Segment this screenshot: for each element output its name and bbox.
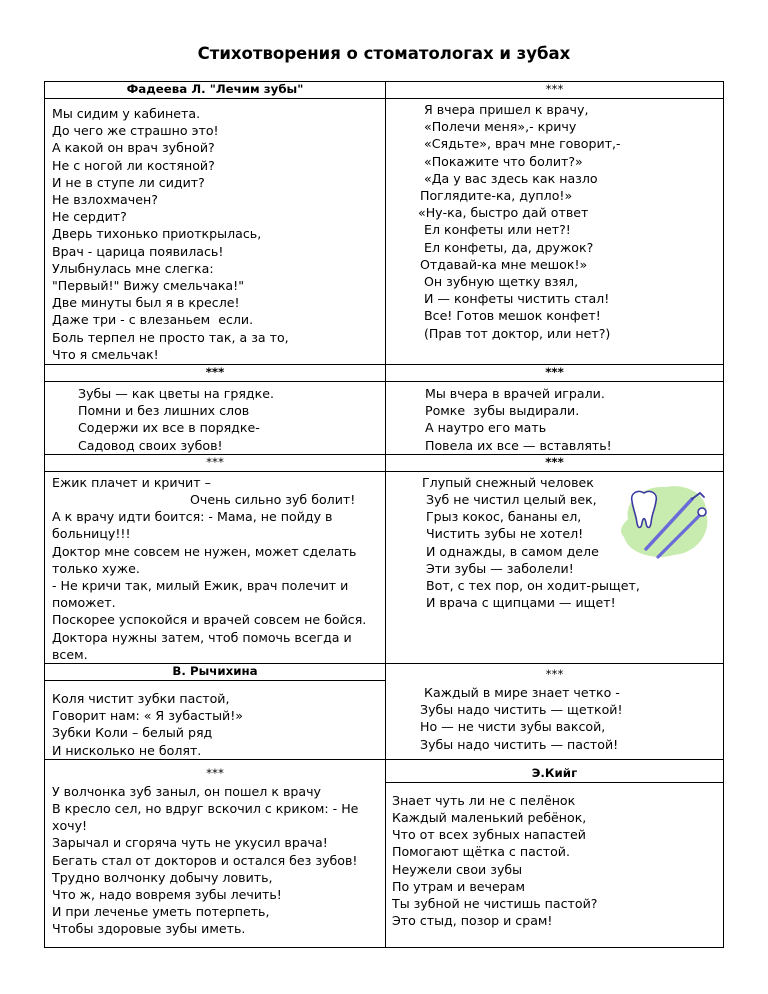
poem-line: Не взлохмачен? xyxy=(52,192,158,208)
poem-line: Помни и без лишних слов xyxy=(78,403,250,419)
poem-line: Доктора нужны затем, чтоб помочь всегда и всем. xyxy=(52,629,352,662)
cell-teeth-garden xyxy=(45,365,386,455)
poem-line: Две минуты был я в кресле! xyxy=(52,295,240,311)
poem-header-fadeeva: Фадеева Л. "Лечим зубы" xyxy=(45,82,385,99)
poem-line: Эти зубы — заболели! xyxy=(426,560,574,576)
poem-line: А наутро его мать xyxy=(425,420,547,436)
poem-line: Коля чистит зубки пастой, xyxy=(52,691,230,707)
poem-header-stars: *** xyxy=(386,82,723,99)
poem-body-hedgehog xyxy=(45,472,385,663)
table-row xyxy=(45,365,724,455)
poem-body-paste xyxy=(386,683,723,753)
poem-line: «Ну-ка, быстро дай ответ xyxy=(418,205,589,221)
cell-paste xyxy=(386,664,724,760)
poem-line: Боль терпел не просто так, а за то, xyxy=(52,329,289,345)
poem-line: Отдавай-ка мне мешок!» xyxy=(420,256,588,272)
cell-kiig xyxy=(386,759,724,947)
poems-table xyxy=(44,81,724,948)
poem-line: Содержи их все в порядке- xyxy=(78,420,260,436)
poem-line: В кресло сел, но вдруг вскочил с криком: - Не хочу! xyxy=(52,801,359,834)
poem-line: Я вчера пришел к врачу, xyxy=(424,102,589,117)
poem-line: Трудно волчонку добычу ловить, xyxy=(52,869,273,885)
poem-line: Даже три - с влезаньем если. xyxy=(52,312,254,328)
poem-line: «Да у вас здесь как назло xyxy=(424,170,598,186)
poem-header-stars: *** xyxy=(545,667,564,682)
poem-header-kiig: Э.Кийг xyxy=(386,760,723,783)
poem-line: Но — не чисти зубы ваксой, xyxy=(420,719,606,735)
poem-line: Все! Готов мешок конфет! xyxy=(424,308,601,324)
poem-body-doctors-game xyxy=(386,382,723,454)
poem-line: Помогают щётка с пастой. xyxy=(392,844,570,860)
poem-line: Говорит нам: « Я зубастый!» xyxy=(52,708,243,724)
table-row xyxy=(45,454,724,663)
poem-line: «Сядьте», врач мне говорит,- xyxy=(424,136,621,152)
poem-line: Он зубную щетку взял, xyxy=(424,274,579,290)
poem-line: И нисколько не болят. xyxy=(52,742,202,758)
poem-line: «Полечи меня»,- кричу xyxy=(424,119,577,135)
poem-line: И не в ступе ли сидит? xyxy=(52,174,205,190)
poem-line: Повела их все — вставлять! xyxy=(425,437,612,453)
cell-doctor-candy xyxy=(386,82,724,365)
poem-line: Не с ногой ли костяной? xyxy=(52,157,215,173)
poem-line: Улыбнулась мне слегка: xyxy=(52,260,214,276)
poem-body-kiig xyxy=(386,783,723,930)
poem-line: Мы вчера в врачей играли. xyxy=(425,386,605,401)
poem-line: Очень сильно зуб болит! xyxy=(190,492,356,508)
poem-line: Доктор мне совсем не нужен, может сделать только хуже. xyxy=(52,543,357,576)
poem-header-stars: *** xyxy=(45,455,385,472)
poem-line: И — конфеты чистить стал! xyxy=(424,291,610,307)
poem-line: И однажды, в самом деле xyxy=(426,543,599,559)
poem-line: Каждый в мире знает четко - xyxy=(424,685,620,701)
poem-line: Мы сидим у кабинета. xyxy=(52,106,201,121)
poem-line: Поглядите-ка, дупло!» xyxy=(420,188,573,204)
table-row xyxy=(45,664,724,760)
poem-line: Ты зубной не чистишь пастой? xyxy=(392,896,598,912)
cell-snowman xyxy=(386,454,724,663)
poem-line: До чего же страшно это! xyxy=(52,123,219,139)
poem-line: Это стыд, позор и срам! xyxy=(392,913,553,929)
poem-line: И при леченье уметь потерпеть, xyxy=(52,904,270,920)
poem-line: Что от всех зубных напастей xyxy=(392,827,586,843)
poem-line: Поскорее успокойся и врачей совсем не бойся. xyxy=(52,612,367,628)
poem-line: "Первый!" Вижу смельчака!" xyxy=(52,278,244,294)
poem-line: Глупый снежный человек xyxy=(422,474,594,490)
tooth-and-dental-tools-icon xyxy=(614,479,714,563)
poem-line: Зуб не чистил целый век, xyxy=(426,492,597,508)
poem-line: Ромке зубы выдирали. xyxy=(425,403,580,419)
poem-line: Врач - царица появилась! xyxy=(52,243,224,259)
poem-line: Чистить зубы не хотел! xyxy=(426,526,584,542)
table-row xyxy=(45,759,724,947)
poem-line: Бегать стал от докторов и остался без зубов! xyxy=(52,852,358,868)
poem-line: По утрам и вечерам xyxy=(392,878,525,894)
poem-line: Ежик плачет и кричит – xyxy=(52,474,211,490)
poem-line: А к врачу идти боится: - Мама, не пойду в больницу!!! xyxy=(52,509,333,542)
poem-header-stars: *** xyxy=(206,765,224,780)
poem-line: Садовод своих зубов! xyxy=(78,437,223,453)
poem-line: Не сердит? xyxy=(52,209,127,225)
poem-line: У волчонка зуб заныл, он пошел к врачу xyxy=(52,783,321,799)
poem-line: Ел конфеты, да, дружок? xyxy=(424,239,594,255)
poem-line: Неужели свои зубы xyxy=(392,861,523,877)
poem-line: А какой он врач зубной? xyxy=(52,140,215,156)
poem-header-stars: *** xyxy=(386,455,723,472)
poem-line: И врача с щипцами — ищет! xyxy=(426,595,616,611)
poem-line: Зубы надо чистить — щеткой! xyxy=(420,702,623,718)
poem-line: Вот, с тех пор, он ходит-рыщет, xyxy=(426,578,640,594)
poem-line: - Не кричи так, милый Ежик, врач полечит и поможет. xyxy=(52,578,349,611)
poem-line: (Прав тот доктор, или нет?) xyxy=(424,325,611,341)
poem-header-stars: *** xyxy=(386,365,723,382)
poem-line: Что я смельчак! xyxy=(52,346,159,362)
poem-line: Грыз кокос, бананы ел, xyxy=(426,509,582,525)
page-title: Стихотворения о стоматологах и зубах xyxy=(197,44,571,63)
poem-header-rychikhina: В. Рычихина xyxy=(45,664,385,681)
poem-body-teeth-garden xyxy=(45,382,385,454)
table-row xyxy=(45,82,724,365)
poem-line: Зарычал и сгоряча чуть не укусил врача! xyxy=(52,835,328,851)
cell-wolf-cub xyxy=(45,759,386,947)
poem-line: Каждый маленький ребёнок, xyxy=(392,810,587,826)
poem-body-rychikhina xyxy=(45,681,385,759)
poem-body-fadeeva xyxy=(45,99,385,363)
poem-body-doctor-candy xyxy=(386,99,723,342)
cell-hedgehog xyxy=(45,454,386,663)
poem-line: Зубы — как цветы на грядке. xyxy=(78,386,275,401)
poem-line: Зубы надо чистить — пастой! xyxy=(420,736,619,752)
poem-line: Ел конфеты или нет?! xyxy=(424,222,571,238)
poem-line: Знает чуть ли не с пелёнок xyxy=(392,792,576,808)
cell-doctors-game xyxy=(386,365,724,455)
poem-line: «Покажите что болит?» xyxy=(424,153,583,169)
poem-body-wolf-cub xyxy=(45,782,385,938)
poem-line: Дверь тихонько приоткрылась, xyxy=(52,226,262,242)
cell-fadeeva xyxy=(45,82,386,365)
cell-rychikhina xyxy=(45,664,386,760)
poem-line: Чтобы здоровые зубы иметь. xyxy=(52,921,246,937)
poem-line: Зубки Коли – белый ряд xyxy=(52,725,213,741)
poem-header-stars: *** xyxy=(45,365,385,382)
poem-line: Что ж, надо вовремя зубы лечить! xyxy=(52,887,282,903)
